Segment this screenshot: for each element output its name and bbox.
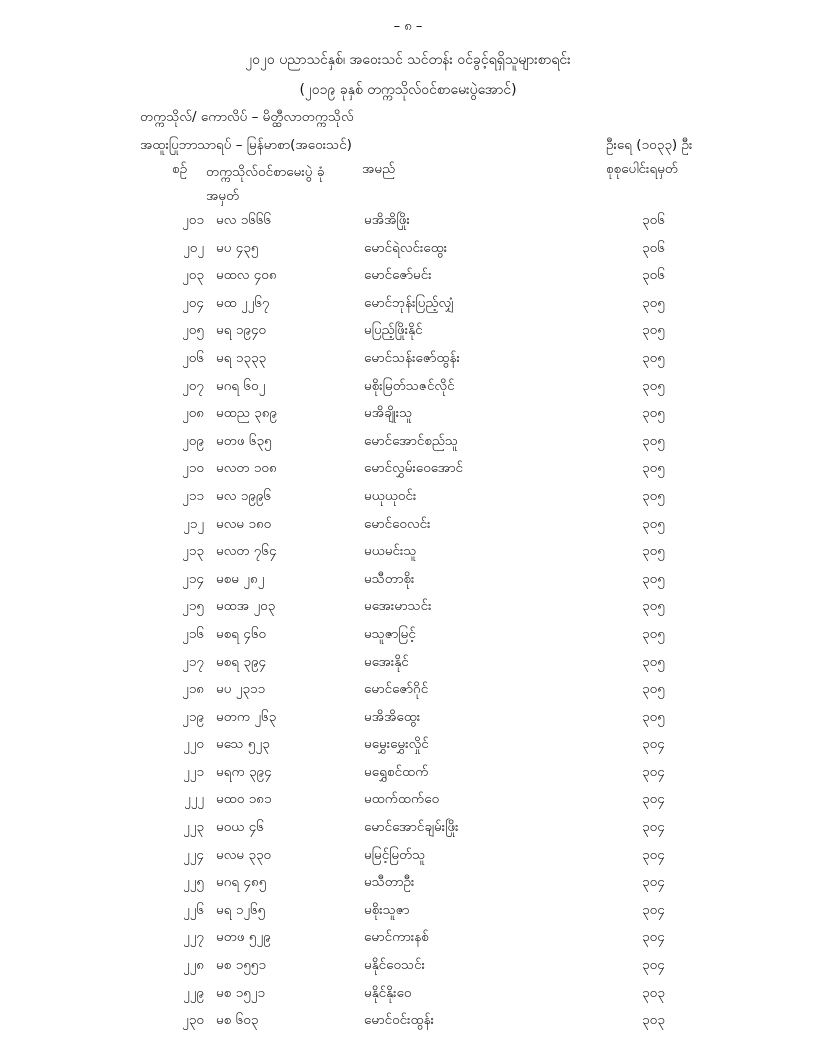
table-row [0,924,816,952]
row-roll-number: မလတ ၇၆၄ [216,543,277,560]
row-total-marks: ၃၀၄ [642,957,665,974]
row-name: မမွှေးမွှေးလှိုင် [364,736,429,753]
row-serial: ၂၂၂ [184,791,204,808]
row-serial: ၂၀၈ [182,405,204,422]
row-roll-number: မထည ၃၈၉ [216,405,278,422]
row-serial: ၂၂၁ [183,763,204,780]
row-serial: ၂၁၆ [182,625,204,642]
row-total-marks: ၃၀၄ [642,929,665,946]
row-total-marks: ၃၀၅ [642,349,665,366]
row-name: မနိုင်နိုးဝေ [364,984,412,1001]
row-name: မအေးမာသင်း [364,598,432,615]
row-roll-number: မထ ၂၂၆၇ [216,294,270,311]
row-serial: ၂၀၅ [182,322,204,339]
row-roll-number: မရက ၃၉၄ [216,763,272,780]
row-serial: ၂၀၄ [182,294,204,311]
row-roll-number: မရ ၁၉၄၀ [216,322,267,339]
header-total-marks: စုစုပေါင်းရမှတ် [606,161,679,177]
row-roll-number: မတဖ ၆၃၅ [216,432,272,449]
row-total-marks: ၃၀၆ [642,239,665,256]
row-name: မနိုင်ဝေသင်း [364,957,426,974]
table-row [0,704,816,732]
row-serial: ၂၀၃ [182,267,204,284]
table-row [0,511,816,539]
row-serial: ၂၁၃ [182,543,204,560]
row-serial: ၂၁၉ [182,708,204,725]
table-row [0,207,816,235]
row-name: မောင်ဝင်းထွန်း [364,1012,435,1029]
row-roll-number: မစရ ၃၉၄ [216,653,267,670]
row-roll-number: မသေ ၅၂၃ [216,736,270,753]
row-total-marks: ၃၀၅ [642,625,665,642]
row-total-marks: ၃၀၃ [642,1012,665,1029]
row-name: မရွှေစင်ထက် [364,763,429,780]
row-roll-number: မစ ၁၅၅၁ [216,957,266,974]
row-serial: ၂၁၇ [182,653,204,670]
row-serial: ၂၁၀ [182,460,204,477]
row-total-marks: ၃၀၄ [642,736,665,753]
row-total-marks: ၃၀၄ [642,819,665,836]
row-name: မအိအိဖြိုး [364,212,410,228]
table-row [0,235,816,263]
row-serial: ၂၂၃ [183,819,204,836]
table-row [0,980,816,1008]
row-roll-number: မရ ၁၂၆၅ [216,901,266,918]
row-total-marks: ၃၀၅ [642,294,665,311]
row-name: မောင်ဇော်ဂိုင် [364,681,429,698]
table-row [0,759,816,787]
row-serial: ၂၀၆ [182,349,204,366]
row-total-marks: ၃၀၅ [642,460,665,477]
row-serial: ၂၀၉ [182,432,204,449]
table-row [0,676,816,704]
row-serial: ၂၀၇ [182,377,204,394]
row-name: မောင်ဇော်မင်း [364,267,432,284]
major-line: အထူးပြုဘာသာရပ် – မြန်မာစာ(အဝေးသင်) [140,137,352,153]
row-roll-number: မပ ၄၃၅ [216,239,259,256]
row-total-marks: ၃၀၆ [642,212,665,228]
row-name: မသီတာစိုး [364,570,415,587]
row-serial: ၂၂၈ [183,957,204,974]
row-name: မောင်ဝေလင်း [364,515,431,532]
header-roll-number: တက္ကသိုလ်ဝင်စာမေးပွဲ ခုံအမှတ် [206,164,325,204]
row-name: မမြင့်မြတ်သူ [364,846,426,863]
row-roll-number: မထလ ၄၀၈ [216,267,277,284]
row-roll-number: မစ ၆၀၃ [216,1012,259,1029]
row-roll-number: မစမ ၂၈၂ [216,570,265,587]
row-total-marks: ၃၀၅ [642,681,665,698]
row-roll-number: မထဝ ၁၈၁ [216,791,272,808]
row-total-marks: ၃၀၄ [642,874,665,891]
row-name: မောင်ကားနစ် [364,929,429,946]
table-row [0,842,816,870]
row-roll-number: မဂရ ၄၈၅ [216,874,267,891]
row-roll-number: မစ ၁၅၂၁ [216,984,266,1001]
table-row [0,538,816,566]
row-name: မောင်သန်းဇော်ထွန်း [364,349,460,366]
table-row [0,897,816,925]
row-total-marks: ၃၀၄ [642,846,665,863]
row-serial: ၂၀၂ [183,239,204,256]
row-total-marks: ၃၀၄ [642,791,665,808]
row-name: မောင်အောင်ချမ်းဖြိုး [364,819,459,836]
row-roll-number: မလတ ၁၀၈ [216,460,277,477]
row-serial: ၂၁၁ [182,487,204,504]
row-name: မသီတာဦး [364,874,415,891]
row-serial: ၂၂၀ [183,736,204,753]
row-serial: ၂၂၉ [183,984,204,1001]
row-serial: ၂၁၂ [183,515,204,532]
row-name: မောင်အောင်စည်သူ [364,432,459,449]
row-roll-number: မလမ ၁၈၀ [216,515,272,532]
row-name: မောင်ရဲလင်းထွေး [364,239,448,256]
row-serial: ၂၂၅ [183,874,204,891]
row-roll-number: မထအ ၂၀၃ [216,598,276,615]
row-serial: ၂၂၇ [183,929,204,946]
table-row [0,952,816,980]
row-name: မယုယုဝင်း [364,487,417,504]
row-total-marks: ၃၀၄ [642,901,665,918]
row-name: မအိချိုးသူ [364,405,413,422]
row-name: မယမင်းသူ [364,543,417,560]
table-row [0,290,816,318]
row-total-marks: ၃၀၅ [642,515,665,532]
row-total-marks: ၃၀၃ [642,984,665,1001]
table-row [0,455,816,483]
row-total-marks: ၃၀၅ [642,570,665,587]
row-serial: ၂၁၅ [182,598,204,615]
row-total-marks: ၃၀၅ [642,432,665,449]
header-serial: စဉ် [172,161,188,177]
table-row [0,786,816,814]
total-count: ဦးရေ (၁၀၃၃) ဦး [606,137,693,153]
row-name: မသူဇာမြင့် [364,625,416,642]
row-name: မထက်ထက်ဝေ [364,791,440,808]
row-total-marks: ၃၀၅ [642,653,665,670]
row-total-marks: ၃၀၅ [642,322,665,339]
row-serial: ၂၁၈ [182,681,204,698]
table-row [0,649,816,677]
row-roll-number: မပ ၂၃၁၁ [216,681,266,698]
table-row [0,869,816,897]
row-roll-number: မတက ၂၆၃ [216,708,277,725]
row-name: မအိအိထွေး [364,708,421,725]
row-name: မောင်လွှမ်းဝေအောင် [364,460,464,477]
table-row [0,345,816,373]
table-row [0,373,816,401]
row-total-marks: ၃၀၆ [642,267,665,284]
document-subtitle: (၂၀၁၉ ခုနှစ် တက္ကသိုလ်ဝင်စာမေးပွဲအောင်) [299,82,517,98]
row-name: မစိုးမြတ်သဇင်လိုင် [364,377,455,394]
row-total-marks: ၃၀၅ [642,598,665,615]
table-row [0,262,816,290]
row-roll-number: မလ ၁၉၉၆ [216,487,272,504]
row-total-marks: ၃၀၅ [642,543,665,560]
row-name: မအေးနိုင် [364,653,409,670]
table-row [0,483,816,511]
table-row [0,317,816,345]
row-serial: ၂၃၀ [182,1012,204,1029]
row-roll-number: မရ ၁၃၃၃ [216,349,267,366]
row-serial: ၂၁၄ [182,570,204,587]
row-serial: ၂၀၁ [182,212,204,228]
row-serial: ၂၂၄ [183,846,204,863]
row-name: မောင်ဘုန်းပြည့်လျှံ [364,294,454,311]
table-row [0,1007,816,1035]
row-roll-number: မဂရ ၆၀၂ [216,377,266,394]
row-roll-number: မတဖ ၅၂၉ [216,929,271,946]
row-total-marks: ၃၀၅ [642,708,665,725]
document-title: ၂၀၂၀ ပညာသင်နှစ်၊ အဝေးသင် သင်တန်း ဝင်ခွင့်ရရှိသူများစာရင်း [245,52,571,68]
row-roll-number: မလမ ၃၃၀ [216,846,272,863]
header-name: အမည် [362,161,396,177]
row-roll-number: မဝယ ၄၆ [216,819,264,836]
table-row [0,731,816,759]
row-roll-number: မစရ ၄၆၀ [216,625,267,642]
results-table [0,207,816,1035]
row-total-marks: ၃၀၅ [642,377,665,394]
page-number: – ၈ – [393,19,423,34]
table-row [0,814,816,842]
table-row [0,621,816,649]
table-row [0,593,816,621]
table-row [0,400,816,428]
university-line: တက္ကသိုလ်/ ကောလိပ် – မိတ္ထီလာတက္ကသိုလ် [140,109,354,125]
row-name: မစိုးသူဇာ [364,901,410,918]
row-serial: ၂၂၆ [183,901,204,918]
row-name: မပြည့်ဖြိုးနိုင် [364,322,423,339]
row-total-marks: ၃၀၄ [642,763,665,780]
row-total-marks: ၃၀၅ [642,405,665,422]
row-roll-number: မလ ၁၆၆၆ [216,212,272,228]
table-row [0,428,816,456]
table-row [0,566,816,594]
row-total-marks: ၃၀၅ [642,487,665,504]
